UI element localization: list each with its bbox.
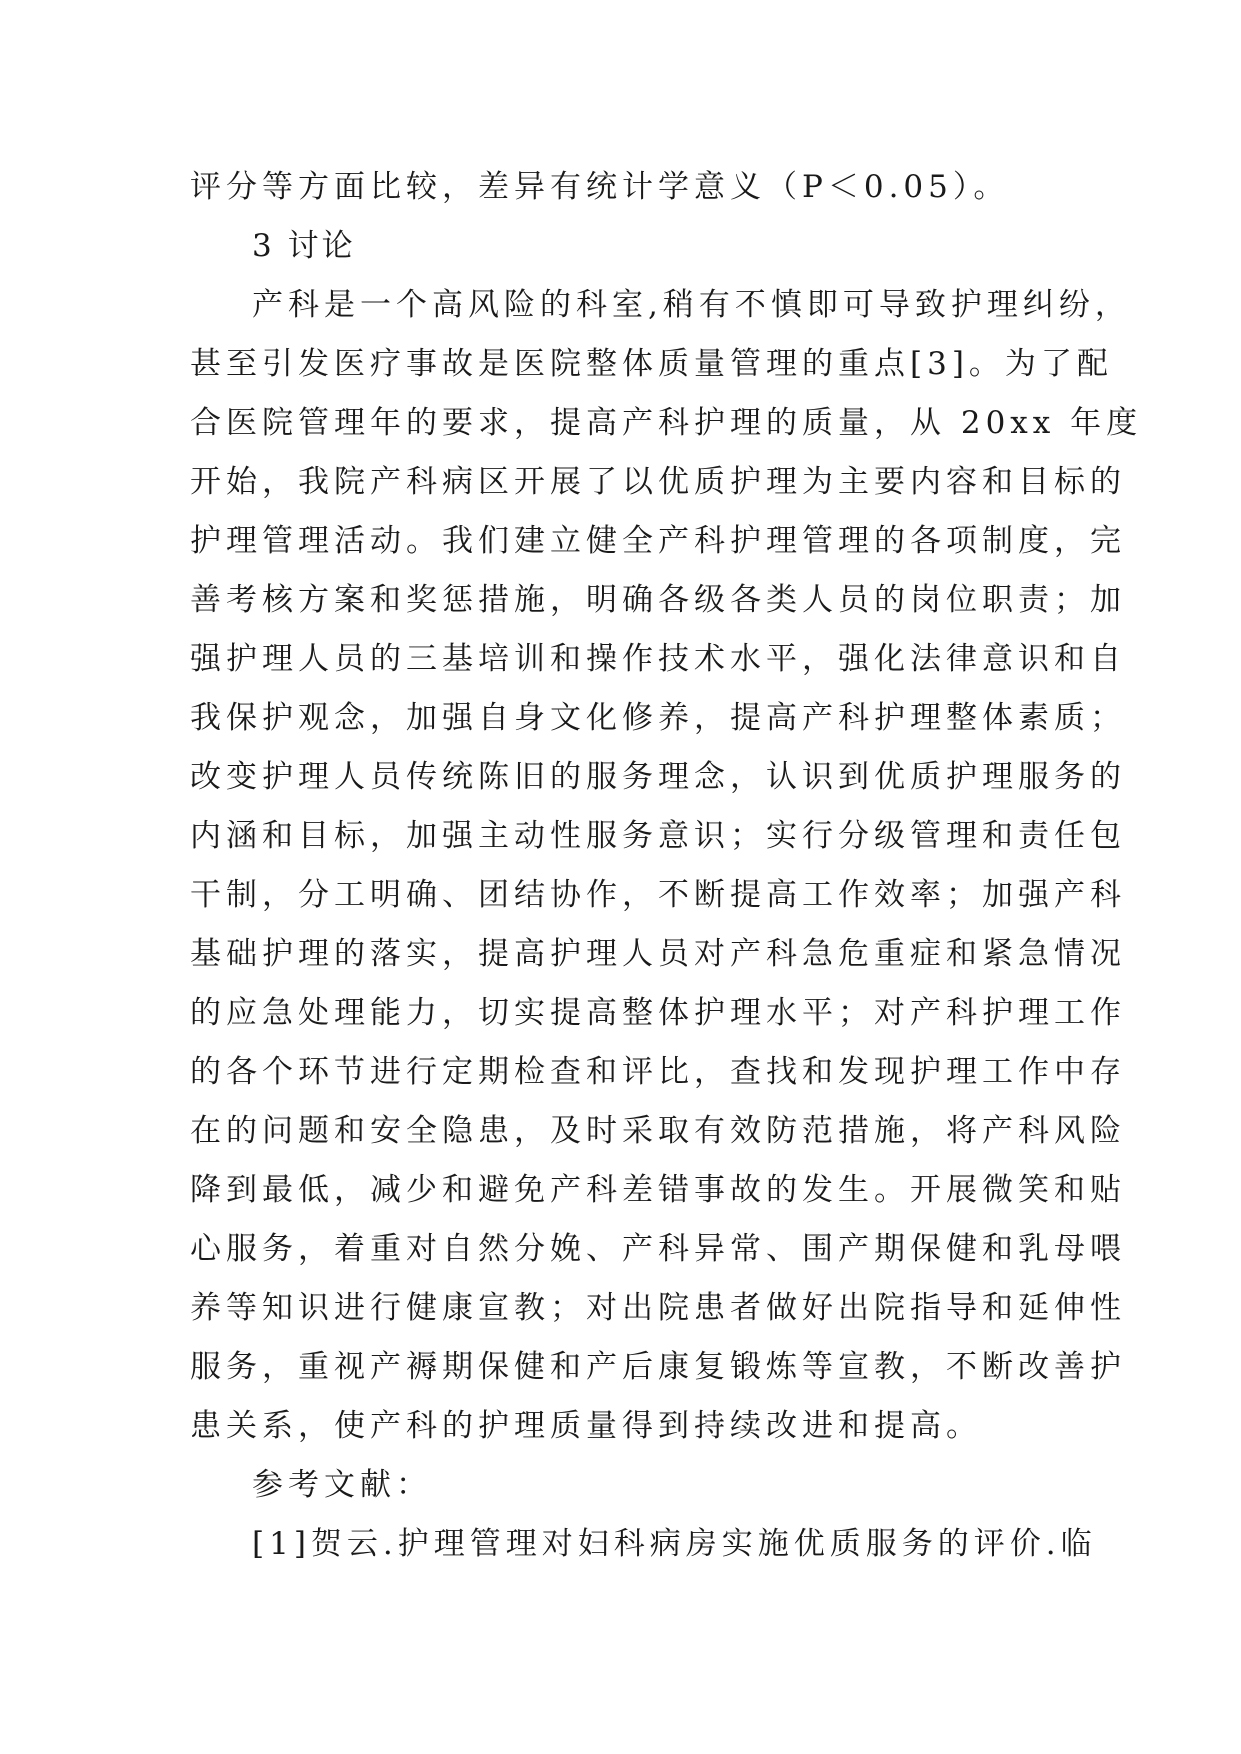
text-line: 改变护理人员传统陈旧的服务理念，认识到优质护理服务的 bbox=[190, 759, 1126, 795]
text-line: 的应急处理能力，切实提高整体护理水平；对产科护理工作 bbox=[190, 995, 1126, 1031]
text-line: 合医院管理年的要求，提高产科护理的质量，从 20xx 年度 bbox=[190, 405, 1143, 441]
text-line: 降到最低，减少和避免产科差错事故的发生。开展微笑和贴 bbox=[190, 1172, 1126, 1208]
text-line: 我保护观念，加强自身文化修养，提高产科护理整体素质； bbox=[190, 700, 1126, 736]
text-line: 内涵和目标，加强主动性服务意识；实行分级管理和责任包 bbox=[190, 818, 1126, 854]
text-line: 甚至引发医疗事故是医院整体质量管理的重点[3]。为了配 bbox=[190, 346, 1113, 382]
references-heading: 参考文献： bbox=[252, 1467, 432, 1503]
reference-item: [1]贺云.护理管理对妇科病房实施优质服务的评价.临 bbox=[252, 1526, 1097, 1562]
text-line: 心服务，着重对自然分娩、产科异常、围产期保健和乳母喂 bbox=[190, 1231, 1126, 1267]
text-line: 养等知识进行健康宣教；对出院患者做好出院指导和延伸性 bbox=[190, 1290, 1126, 1326]
text-line: 患关系，使产科的护理质量得到持续改进和提高。 bbox=[190, 1408, 982, 1444]
text-line: 开始，我院产科病区开展了以优质护理为主要内容和目标的 bbox=[190, 464, 1126, 500]
text-line: 善考核方案和奖惩措施，明确各级各类人员的岗位职责；加 bbox=[190, 582, 1126, 618]
text-line-result-statement: 评分等方面比较，差异有统计学意义（P＜0.05）。 bbox=[190, 169, 1010, 205]
text-line: 在的问题和安全隐患，及时采取有效防范措施，将产科风险 bbox=[190, 1113, 1126, 1149]
text-line: 护理管理活动。我们建立健全产科护理管理的各项制度，完 bbox=[190, 523, 1126, 559]
text-line: 基础护理的落实，提高护理人员对产科急危重症和紧急情况 bbox=[190, 936, 1126, 972]
section-heading-discussion: 3 讨论 bbox=[252, 228, 356, 264]
text-line: 服务，重视产褥期保健和产后康复锻炼等宣教，不断改善护 bbox=[190, 1349, 1126, 1385]
text-line: 强护理人员的三基培训和操作技术水平，强化法律意识和自 bbox=[190, 641, 1126, 677]
document-body bbox=[190, 158, 1143, 1574]
text-line: 产科是一个高风险的科室,稍有不慎即可导致护理纠纷， bbox=[252, 287, 1131, 323]
text-line: 干制，分工明确、团结协作，不断提高工作效率；加强产科 bbox=[190, 877, 1126, 913]
text-line: 的各个环节进行定期检查和评比，查找和发现护理工作中存 bbox=[190, 1054, 1126, 1090]
